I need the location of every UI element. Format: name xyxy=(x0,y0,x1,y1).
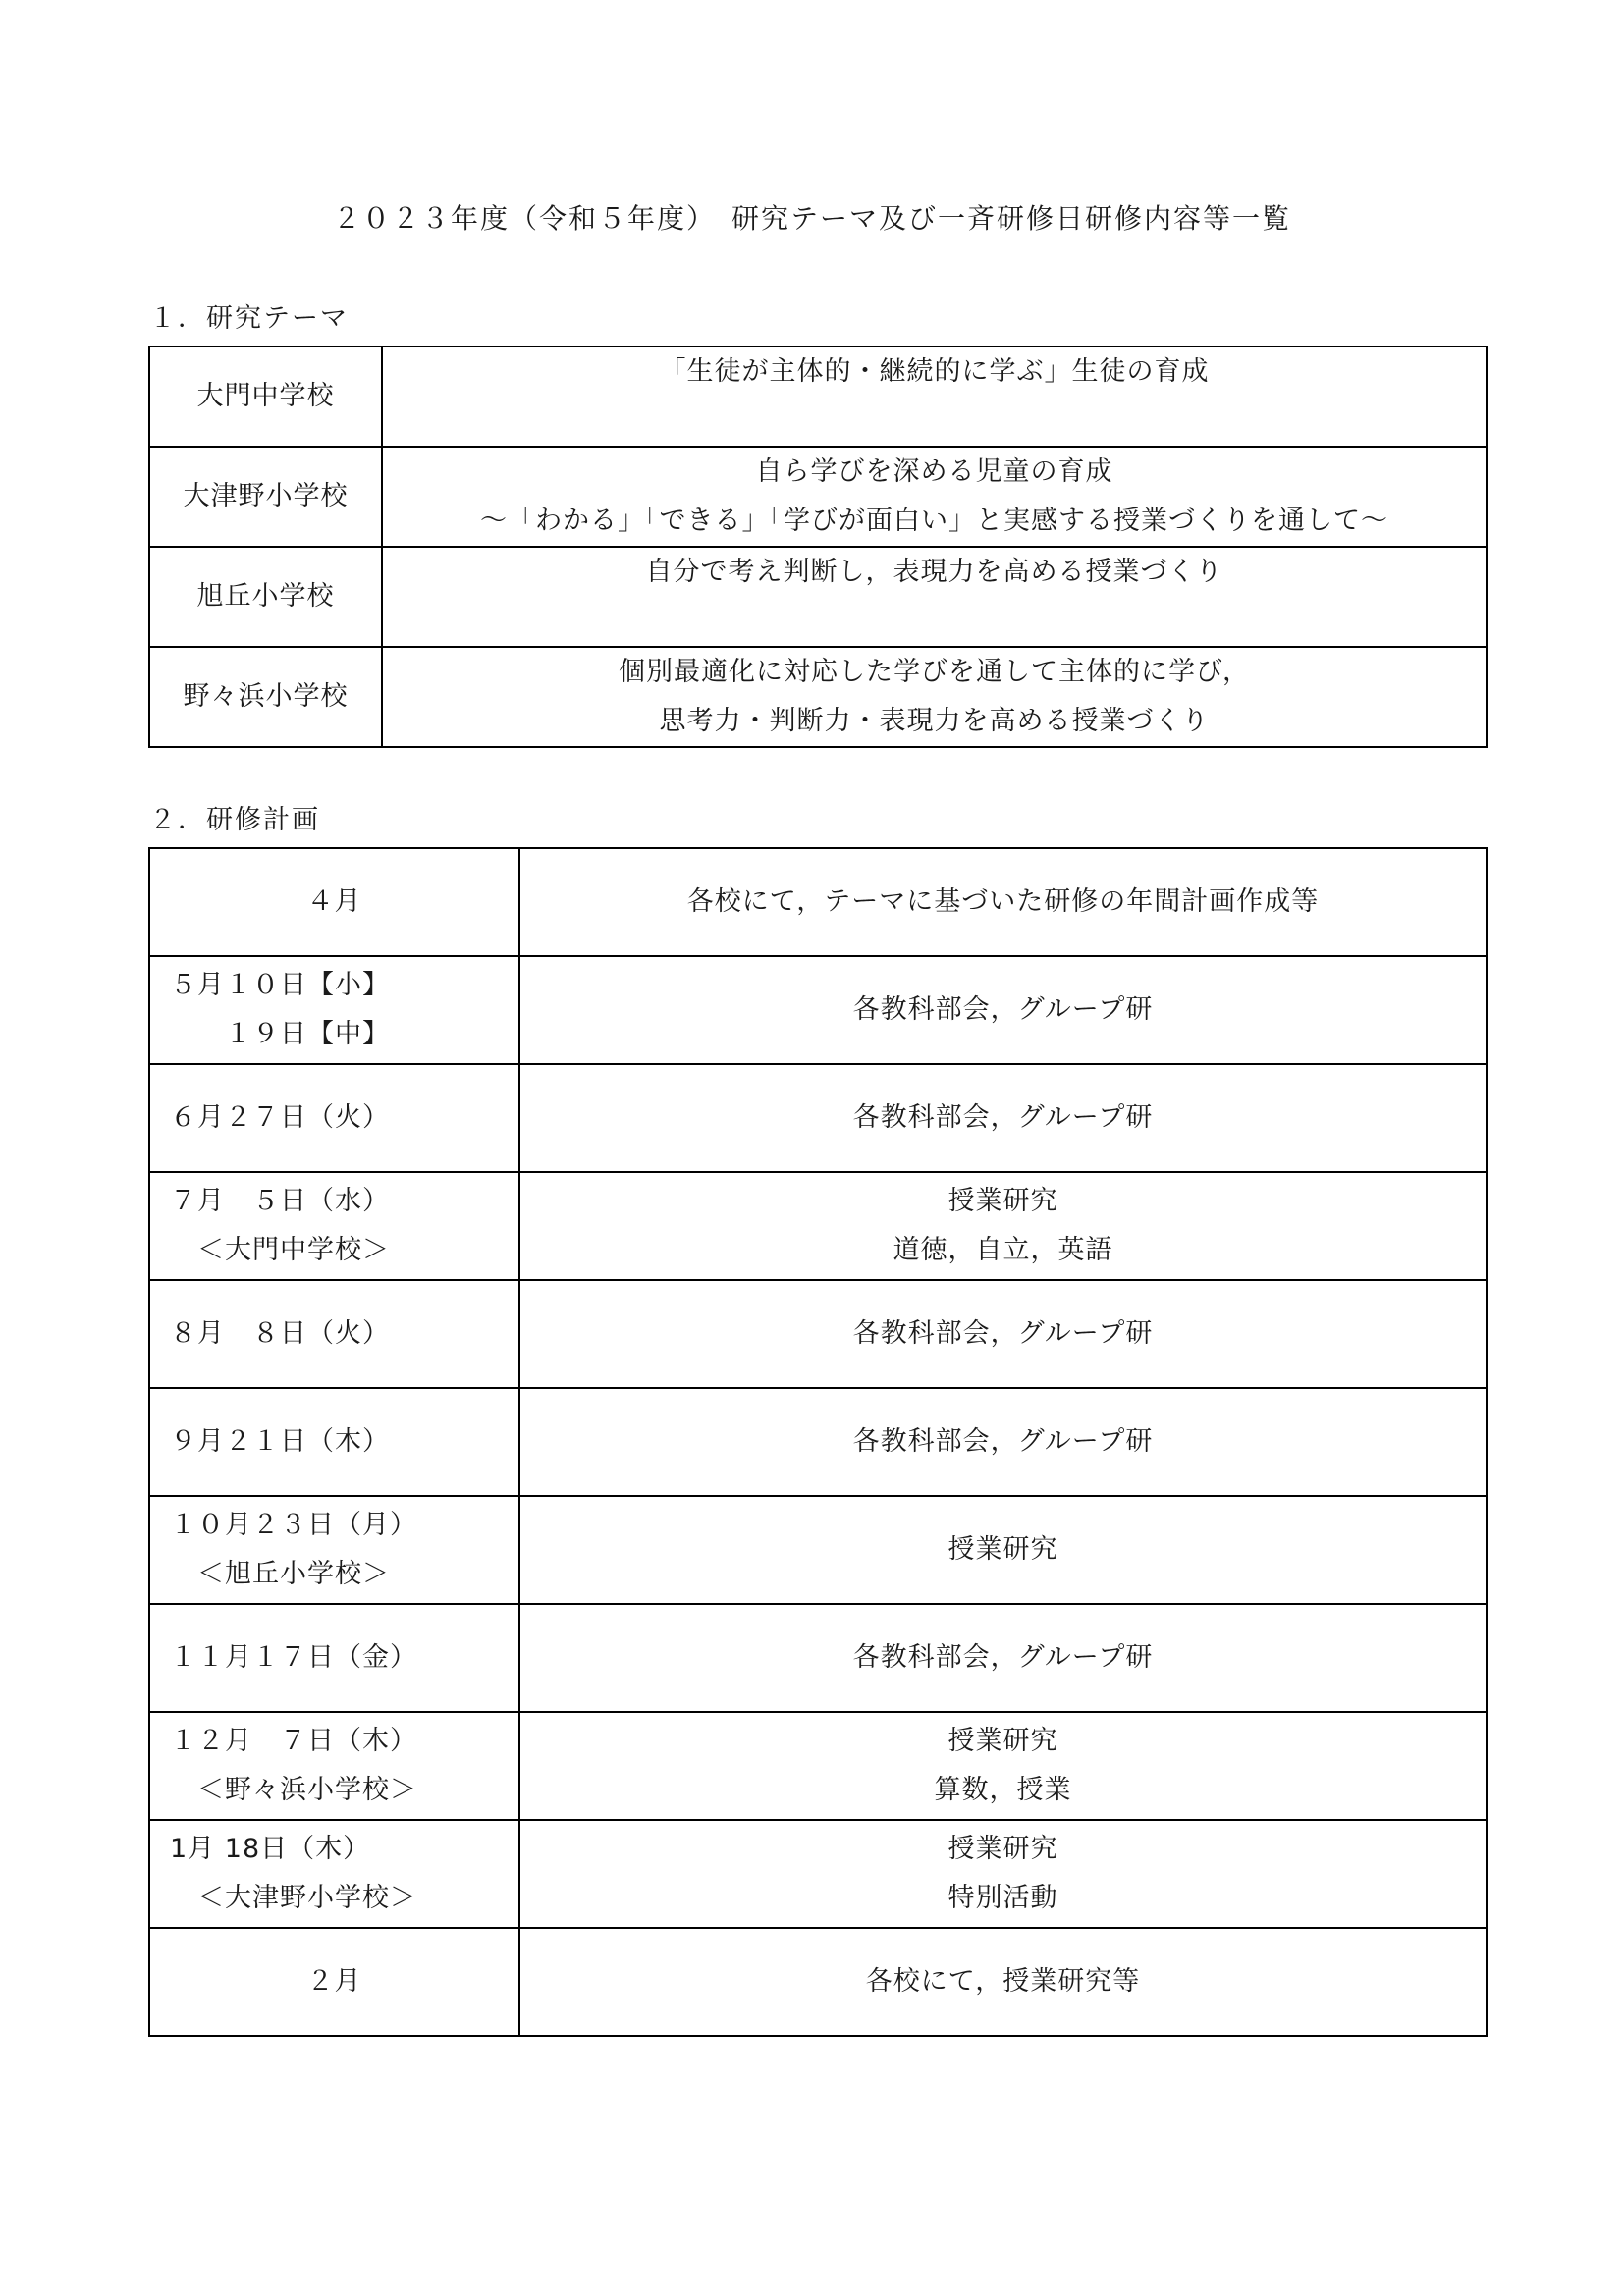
plan-date xyxy=(149,1604,519,1712)
plan-content xyxy=(519,1280,1487,1388)
plan-row xyxy=(149,848,1487,956)
theme-row xyxy=(149,347,1487,447)
date-line: ６月２７日（火） xyxy=(170,1102,390,1133)
school-name: 大津野小学校 xyxy=(149,447,382,547)
theme-line: 自ら学びを深める児童の育成 xyxy=(755,456,1113,487)
date-line: ＜旭丘小学校＞ xyxy=(170,1559,390,1589)
plan-date xyxy=(149,1928,519,2036)
content-line: 各校にて，テーマに基づいた研修の年間計画作成等 xyxy=(686,886,1320,917)
content-line: 授業研究 xyxy=(947,1726,1058,1756)
plan-content xyxy=(519,1496,1487,1604)
content-line: 算数，授業 xyxy=(934,1775,1072,1805)
content-line: 授業研究 xyxy=(947,1834,1058,1864)
theme-text xyxy=(382,447,1487,547)
theme-row xyxy=(149,447,1487,547)
content-line: 特別活動 xyxy=(947,1883,1058,1913)
content-line: 各教科部会，グループ研 xyxy=(852,1426,1154,1457)
plan-content xyxy=(519,1928,1487,2036)
school-name: 旭丘小学校 xyxy=(149,547,382,647)
plan-row xyxy=(149,1172,1487,1280)
plan-date xyxy=(149,848,519,956)
date-line: ４月 xyxy=(306,886,362,917)
date-line: １９日【中】 xyxy=(170,1019,390,1049)
date-line: ５月１０日【小】 xyxy=(170,970,390,1000)
theme-text xyxy=(382,647,1487,747)
theme-line: 「生徒が主体的・継続的に学ぶ」生徒の育成 xyxy=(659,356,1210,387)
plan-date xyxy=(149,1172,519,1280)
content-line: 各教科部会，グループ研 xyxy=(852,1102,1154,1133)
training-plan-table xyxy=(148,847,1488,2037)
date-line: ＜野々浜小学校＞ xyxy=(170,1775,417,1805)
plan-date xyxy=(149,956,519,1064)
plan-row xyxy=(149,1388,1487,1496)
plan-date xyxy=(149,1388,519,1496)
section-heading-training-plan: ２．研修計画 xyxy=(149,805,320,835)
plan-content xyxy=(519,1712,1487,1820)
theme-line: 自分で考え判断し，表現力を高める授業づくり xyxy=(645,557,1223,587)
theme-text xyxy=(382,547,1487,647)
content-line: 道徳，自立，英語 xyxy=(893,1235,1113,1265)
date-line: ＜大津野小学校＞ xyxy=(170,1883,417,1913)
plan-row xyxy=(149,956,1487,1064)
theme-row xyxy=(149,647,1487,747)
plan-date xyxy=(149,1280,519,1388)
plan-row xyxy=(149,1820,1487,1928)
date-line: ８月 ８日（火） xyxy=(170,1318,390,1349)
research-theme-table xyxy=(148,346,1488,748)
date-line: ７月 ５日（水） xyxy=(170,1186,390,1216)
theme-text xyxy=(382,347,1487,447)
plan-row xyxy=(149,1496,1487,1604)
content-line: 各教科部会，グループ研 xyxy=(852,1318,1154,1349)
plan-row xyxy=(149,1604,1487,1712)
date-line: １０月２３日（月） xyxy=(170,1510,417,1540)
content-line: 各教科部会，グループ研 xyxy=(852,1642,1154,1673)
date-line: １１月１７日（金） xyxy=(170,1642,417,1673)
page-title: ２０２３年度（令和５年度） 研究テーマ及び一斉研修日研修内容等一覧 xyxy=(332,202,1291,235)
plan-date xyxy=(149,1496,519,1604)
plan-content xyxy=(519,956,1487,1064)
date-line: 1月 18日（木） xyxy=(170,1834,371,1864)
plan-row xyxy=(149,1712,1487,1820)
plan-content xyxy=(519,1388,1487,1496)
plan-date xyxy=(149,1820,519,1928)
plan-content xyxy=(519,1604,1487,1712)
date-line: ９月２１日（木） xyxy=(170,1426,390,1457)
plan-date xyxy=(149,1064,519,1172)
content-line: 各教科部会，グループ研 xyxy=(852,994,1154,1025)
theme-line: 思考力・判断力・表現力を高める授業づくり xyxy=(659,706,1210,736)
section-heading-research-theme: １．研究テーマ xyxy=(149,303,349,334)
content-line: 授業研究 xyxy=(947,1186,1058,1216)
content-line: 授業研究 xyxy=(947,1534,1058,1565)
school-name: 大門中学校 xyxy=(149,347,382,447)
date-line: １２月 ７日（木） xyxy=(170,1726,417,1756)
theme-line: 個別最適化に対応した学びを通して主体的に学び， xyxy=(619,657,1250,687)
plan-content xyxy=(519,1820,1487,1928)
plan-content xyxy=(519,1064,1487,1172)
plan-row xyxy=(149,1064,1487,1172)
plan-date xyxy=(149,1712,519,1820)
plan-content xyxy=(519,1172,1487,1280)
date-line: ＜大門中学校＞ xyxy=(170,1235,390,1265)
theme-line: ～「わかる」「できる」「学びが面白い」と実感する授業づくりを通して～ xyxy=(480,506,1388,536)
date-line: ２月 xyxy=(306,1966,362,1997)
school-name: 野々浜小学校 xyxy=(149,647,382,747)
plan-row xyxy=(149,1928,1487,2036)
content-line: 各校にて，授業研究等 xyxy=(865,1966,1141,1997)
theme-row xyxy=(149,547,1487,647)
plan-row xyxy=(149,1280,1487,1388)
plan-content xyxy=(519,848,1487,956)
